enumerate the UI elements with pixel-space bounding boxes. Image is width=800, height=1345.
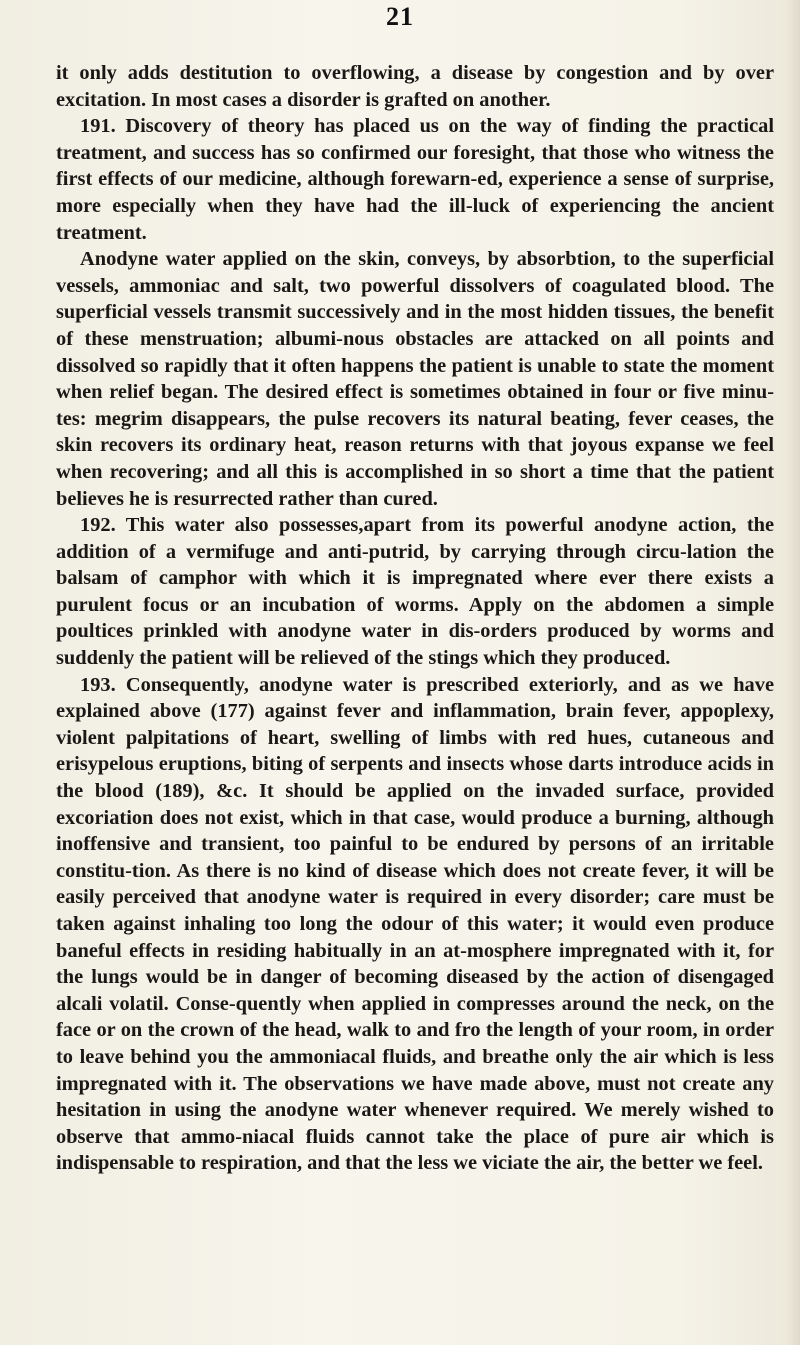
paragraph-192: 192. This water also possesses,apart from its powerful anodyne action, the addition of a vermifuge and anti-putrid, by carrying through circu-lation the balsam of camphor with which it is impregnated where ever there exists a purulent focus or an incubation of worms. Apply on the abdomen a simple poultices prinkled with anodyne water in dis-orders produced by worms and suddenly the patient will be relieved of the stings which they produced. — [56, 514, 774, 670]
page-number: 21 — [386, 2, 414, 31]
paragraph-193: 193. Consequently, anodyne water is prescribed exteriorly, and as we have explained above (177) against fever and inflammation, brain fever, appoplexy, violent palpitations of heart, swelling of limbs with red hues, cutaneous and erisypelous eruptions, biting of serpents and insects whose darts introduce acids in the blood (189), &c. It should be applied on the invaded surface, provided excoriation does not exist, which in that case, would produce a burning, although inoffensive and transient, too painful to be endured by persons of an irritable constitu-tion. As there is no kind of disease which does not create fever, it will be easily perceived that anodyne water is required in every disorder; care must be taken against inhaling too long the odour of this water; it would even produce baneful effects in residing habitually in an at-mosphere impregnated with it, for the lungs would be in danger of becoming diseased by the action of disengaged alcali volatil. Conse-quently when applied in compresses around the neck, on the face or on the crown of the head, walk to and fro the length of your room, in order to leave behind you the ammoniacal fluids, and breathe only the air which is less impregnated with it. The observations we have made above, must not create any hesitation in using the anodyne water whenever required. We merely wished to observe that ammo-niacal fluids cannot take the place of pure air which is indispensable to respiration, and that the less we viciate the air, the better we feel. — [56, 673, 774, 1175]
body-text — [56, 60, 774, 1177]
paragraph-anodyne-water: Anodyne water applied on the skin, conveys, by absorbtion, to the superficial vessels, ammoniac and salt, two powerful dissolvers of coagulated blood. The superficial vessels transmit successively and in the most hidden tissues, the benefit of these menstruation; albumi-nous obstacles are attacked on all points and dissolved so rapidly that it often happens the patient is unable to state the moment when relief began. The desired effect is sometimes obtained in four or five minu-tes: megrim disappears, the pulse recovers its natural beating, fever ceases, the skin recovers its ordinary heat, reason returns with that joyous expanse we feel when recovering; and all this is accomplished in so short a time that the patient believes he is resurrected rather than cured. — [56, 248, 774, 510]
paragraph-191: 191. Discovery of theory has placed us on the way of finding the practical treatment, and success has so confirmed our foresight, that those who witness the first effects of our medicine, although forewarn-ed, experience a sense of surprise, more especially when they have had the ill-luck of experiencing the ancient treatment. — [56, 115, 774, 244]
paragraph-continuation: it only adds destitution to overflowing, a disease by congestion and by over excitation. In most cases a disorder is grafted on another. — [56, 62, 774, 111]
page-edge-shadow — [786, 0, 800, 1345]
